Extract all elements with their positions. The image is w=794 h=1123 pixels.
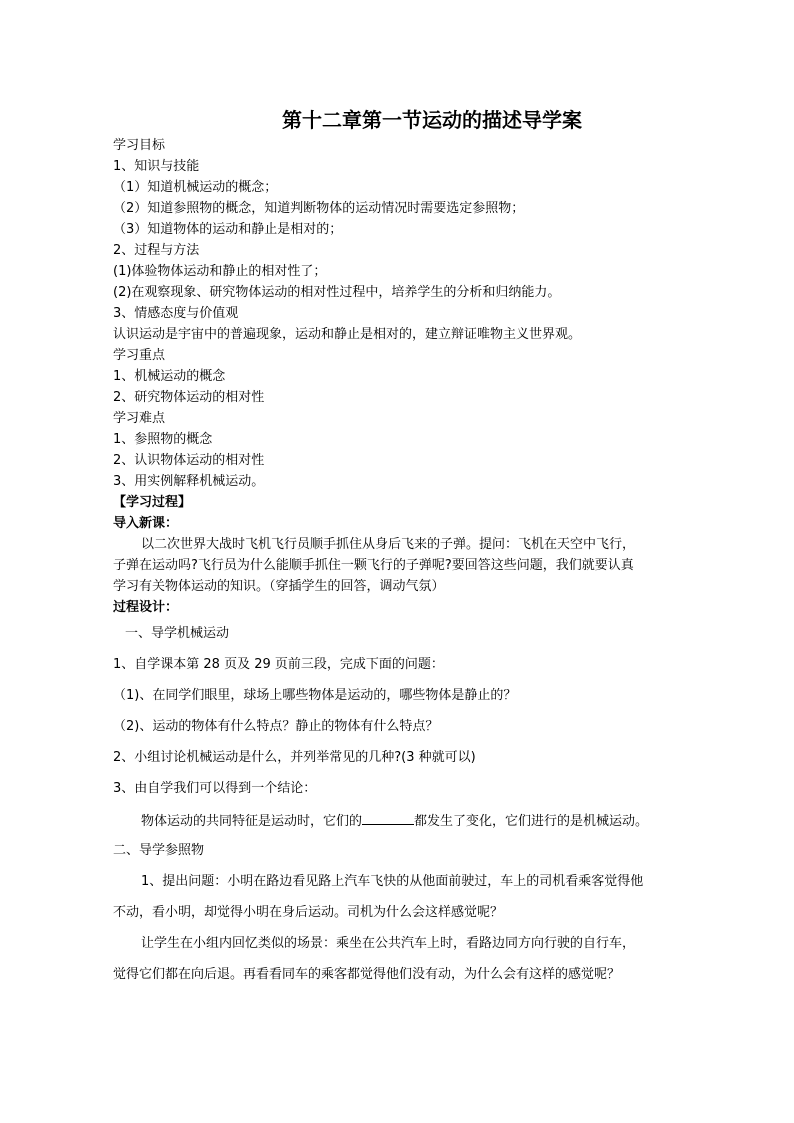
section-1-q1: 1、自学课本第 28 页及 29 页前三段，完成下面的问题： [113,657,444,672]
difficulty-1: 1、参照物的概念 [113,432,213,447]
goal-1b: （2）知道参照物的概念，知道判断物体的运动情况时需要选定参照物； [113,201,525,216]
intro-line-3: 学习有关物体运动的知识。（穿插学生的回答，调动气氛） [113,579,445,594]
intro-heading: 导入新课： [113,516,179,531]
section-2-p1-line-1: 1、提出问题：小明在路边看见路上汽车飞快的从他面前驶过，车上的司机看乘客觉得他 [141,874,644,889]
key-heading: 学习重点 [113,348,166,363]
section-1-q2: 2、小组讨论机械运动是什么，并列举常见的几种?(3 种就可以) [113,750,476,765]
section-1-heading: 一、导学机械运动 [125,626,230,641]
difficulty-3: 3、用实例解释机械运动。 [113,474,265,489]
section-1-q1a: （1)、在同学们眼里，球场上哪些物体是运动的，哪些物体是静止的？ [113,688,517,703]
key-2: 2、研究物体运动的相对性 [113,390,265,405]
goals-heading: 学习目标 [113,138,166,153]
process-heading: 【学习过程】 [113,495,192,510]
section-2-p2-line-2: 觉得它们都在向后退。再看看同车的乘客都觉得他们没有动，为什么会有这样的感觉呢？ [113,967,621,982]
section-2-p1-line-2: 不动，看小明，却觉得小明在身后运动。司机为什么会这样感觉呢？ [113,905,504,920]
conclusion-prefix: 物体运动的共同特征是运动时，它们的 [141,814,363,829]
section-2-p2-line-1: 让学生在小组内回忆类似的场景：乘坐在公共汽车上时，看路边同方向行驶的自行车， [141,936,636,951]
goal-3a: 认识运动是宇宙中的普遍现象，运动和静止是相对的，建立辩证唯物主义世界观。 [113,327,582,342]
intro-line-2: 子弹在运动吗?飞行员为什么能顺手抓住一颗飞行的子弹呢?要回答这些问题，我们就要认真 [113,558,634,573]
page-title: 第十二章第一节运动的描述导学案 [282,108,582,132]
goal-1c: （3）知道物体的运动和静止是相对的； [113,222,343,237]
section-2-heading: 二、导学参照物 [113,843,205,858]
fill-blank[interactable] [362,811,414,825]
goal-1: 1、知识与技能 [113,159,200,174]
section-1-q3: 3、由自学我们可以得到一个结论： [113,781,317,796]
difficulty-2: 2、认识物体运动的相对性 [113,453,265,468]
goal-2b: (2)在观察现象、研究物体运动的相对性过程中，培养学生的分析和归纳能力。 [113,285,561,300]
key-1: 1、机械运动的概念 [113,369,226,384]
goal-3: 3、情感态度与价值观 [113,306,239,321]
conclusion-suffix: 都发生了变化，它们进行的是机械运动。 [414,814,649,829]
section-1-conclusion [141,811,648,831]
difficulty-heading: 学习难点 [113,411,166,426]
goal-2a: (1)体验物体运动和静止的相对性了； [113,264,327,279]
intro-line-1: 以二次世界大战时飞机飞行员顺手抓住从身后飞来的子弹。提问：飞机在天空中飞行， [141,537,636,552]
goal-2: 2、过程与方法 [113,243,200,258]
section-1-q1b: （2)、运动的物体有什么特点？静止的物体有什么特点？ [113,719,439,734]
design-heading: 过程设计： [113,600,179,615]
goal-1a: （1）知道机械运动的概念； [113,180,278,195]
